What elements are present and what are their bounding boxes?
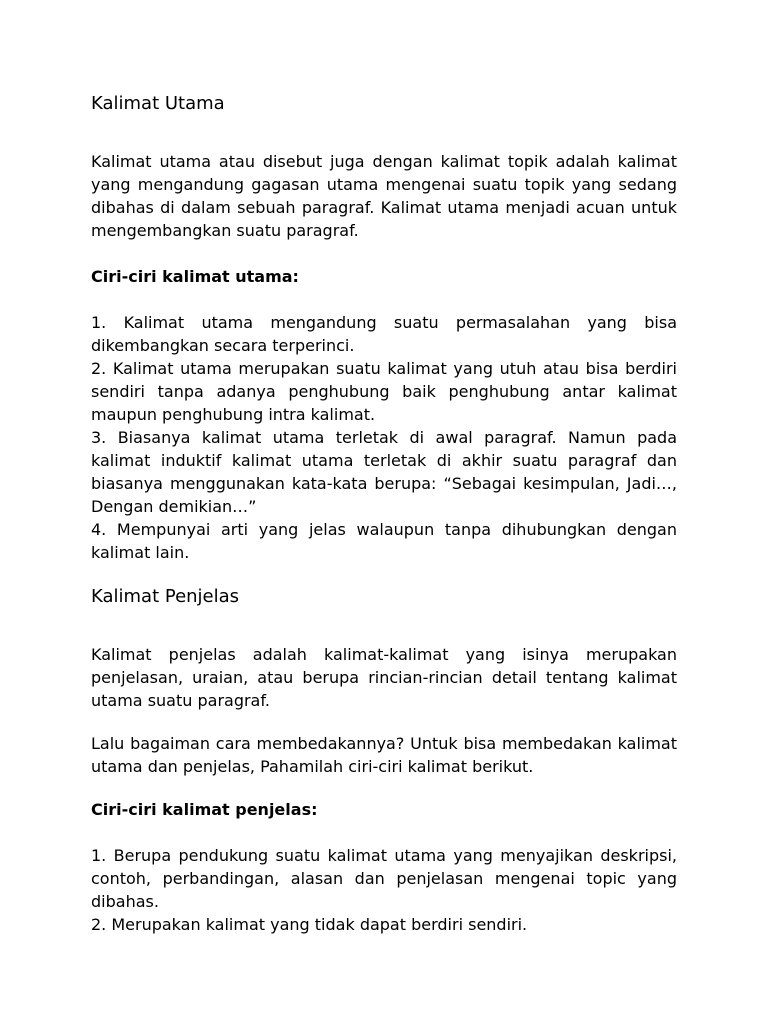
document-page <box>91 93 677 936</box>
section-title-kalimat-penjelas: Kalimat Penjelas <box>91 586 240 607</box>
list-item: 3. Biasanya kalimat utama terletak di awal paragraf. Namun pada kalimat induktif kalimat utama terletak di akhir suatu paragraf dan biasanya menggunakan kata-kata berupa: “Sebagai kesimpulan, Jadi…, Dengan demikian…” <box>91 428 677 516</box>
list-title-ciri-kalimat-penjelas: Ciri-ciri kalimat penjelas: <box>91 800 318 819</box>
list-item: 2. Merupakan kalimat yang tidak dapat berdiri sendiri. <box>91 915 528 934</box>
list-item: 4. Mempunyai arti yang jelas walaupun tanpa dihubungkan dengan kalimat lain. <box>91 520 677 562</box>
paragraph-kalimat-penjelas-intro: Kalimat penjelas adalah kalimat-kalimat yang isinya merupakan penjelasan, uraian, atau berupa rincian-rincian detail tentang kalimat utama suatu paragraf. <box>91 645 677 710</box>
list-title-ciri-kalimat-utama: Ciri-ciri kalimat utama: <box>91 267 299 286</box>
list-item: 1. Kalimat utama mengandung suatu permasalahan yang bisa dikembangkan secara terperinci. <box>91 313 677 355</box>
list-item: 2. Kalimat utama merupakan suatu kalimat yang utuh atau bisa berdiri sendiri tanpa adanya penghubung baik penghubung antar kalimat maupun penghubung intra kalimat. <box>91 359 677 424</box>
list-item: 1. Berupa pendukung suatu kalimat utama yang menyajikan deskripsi, contoh, perbandingan, alasan dan penjelasan mengenai topic yang dibahas. <box>91 846 677 911</box>
paragraph-kalimat-utama-intro: Kalimat utama atau disebut juga dengan kalimat topik adalah kalimat yang mengandung gagasan utama mengenai suatu topik yang sedang dibahas di dalam sebuah paragraf. Kalimat utama menjadi acuan untuk mengembangkan suatu paragraf. <box>91 152 677 240</box>
section-title-kalimat-utama: Kalimat Utama <box>91 93 225 114</box>
paragraph-pembeda: Lalu bagaiman cara membedakannya? Untuk bisa membedakan kalimat utama dan penjelas, Pahamilah ciri-ciri kalimat berikut. <box>91 734 677 776</box>
